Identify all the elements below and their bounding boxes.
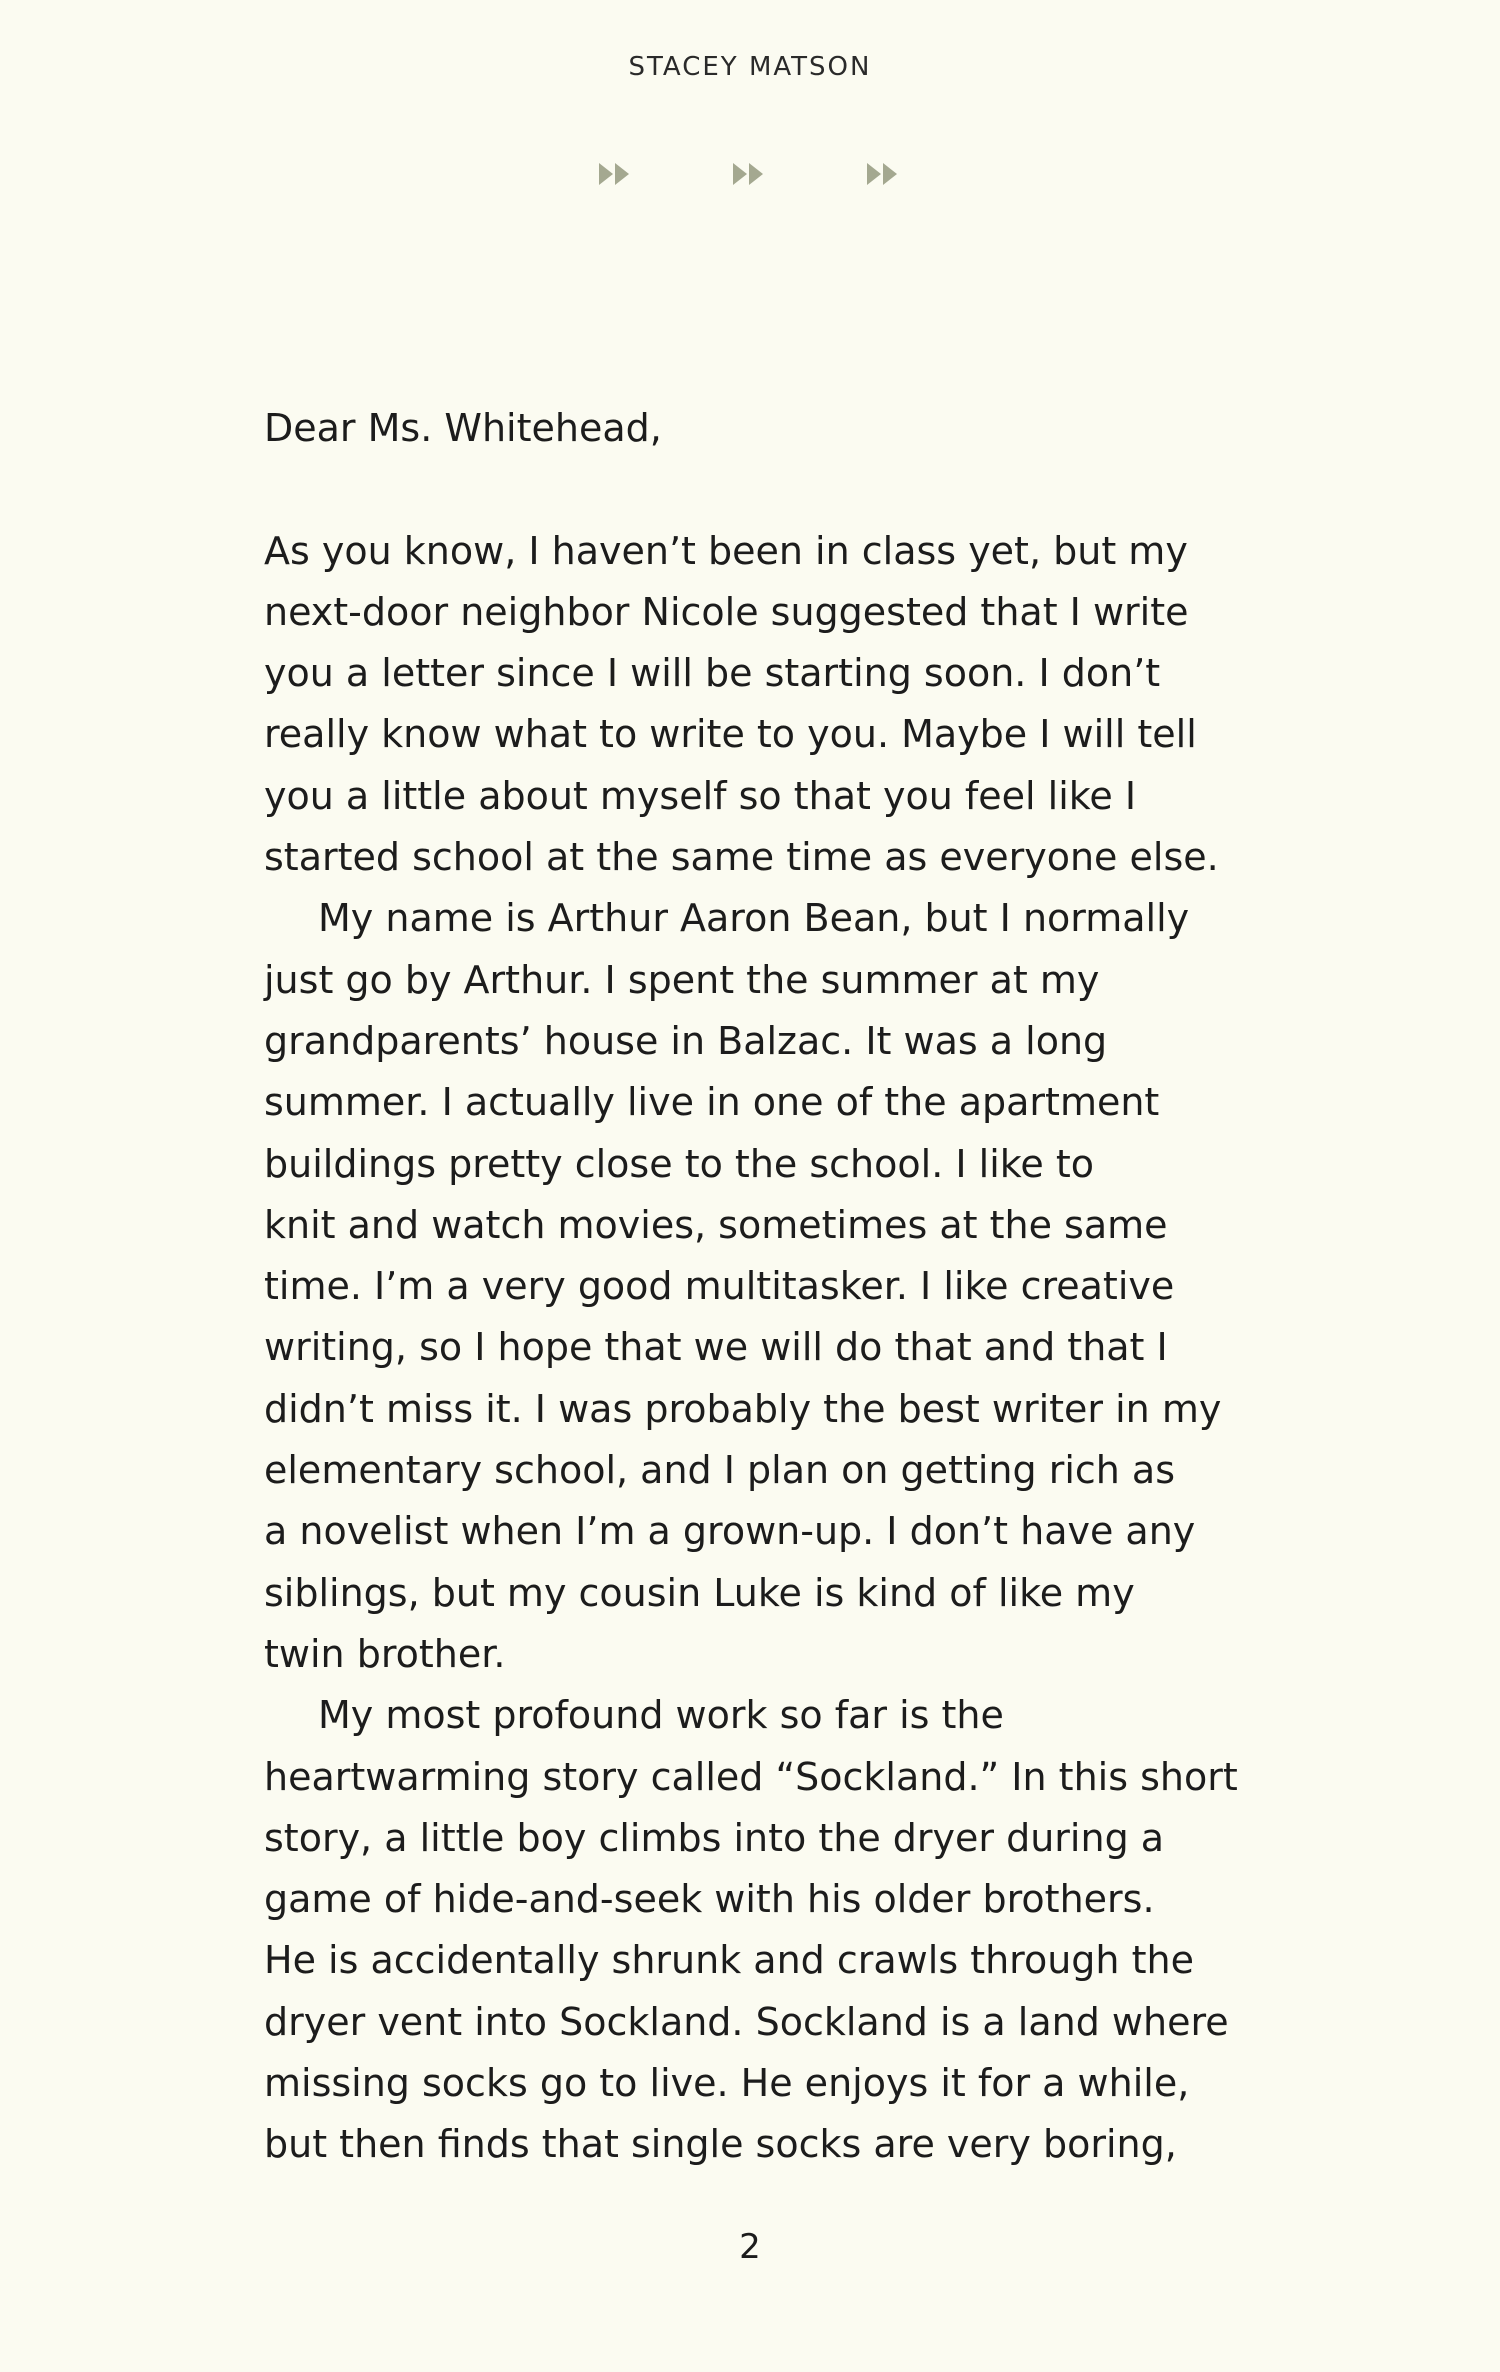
text-line: really know what to write to you. Maybe I will tell	[264, 712, 1197, 757]
salutation: Dear Ms. Whitehead,	[264, 406, 662, 450]
letter-body	[264, 398, 1274, 2176]
text-line: dryer vent into Sockland. Sockland is a land where	[264, 1999, 1229, 2044]
text-line: but then finds that single socks are very boring,	[264, 2122, 1177, 2167]
page-number: 2	[739, 2227, 761, 2267]
text-line: you a letter since I will be starting soon. I don’t	[264, 651, 1161, 696]
text-line: a novelist when I’m a grown-up. I don’t have any	[264, 1509, 1196, 1554]
text-line: elementary school, and I plan on getting rich as	[264, 1448, 1176, 1493]
letter-paragraphs	[264, 521, 1274, 2176]
text-line: twin brother.	[264, 1631, 506, 1676]
text-line: summer. I actually live in one of the apartment	[264, 1080, 1160, 1125]
text-line: next-door neighbor Nicole suggested that I write	[264, 589, 1189, 634]
text-line: you a little about myself so that you feel like I	[264, 773, 1137, 818]
text-line: heartwarming story called “Sockland.” In this short	[264, 1754, 1238, 1799]
text-line: As you know, I haven’t been in class yet, but my	[264, 528, 1188, 573]
blank-line	[264, 459, 1274, 520]
text-line: grandparents’ house in Balzac. It was a long	[264, 1018, 1108, 1063]
text-line: story, a little boy climbs into the dryer during a	[264, 1815, 1165, 1860]
text-line: just go by Arthur. I spent the summer at my	[264, 957, 1100, 1002]
text-line: started school at the same time as everyone else.	[264, 835, 1219, 880]
text-line: didn’t miss it. I was probably the best writer in my	[264, 1386, 1222, 1431]
text-line: He is accidentally shrunk and crawls through the	[264, 1938, 1194, 1983]
text-line: time. I’m a very good multitasker. I like creative	[264, 1264, 1175, 1309]
section-break-ornaments	[0, 160, 1500, 188]
text-line: siblings, but my cousin Luke is kind of like my	[264, 1570, 1135, 1615]
text-line: knit and watch movies, sometimes at the same	[264, 1202, 1168, 1247]
text-line: buildings pretty close to the school. I like to	[264, 1141, 1095, 1186]
double-arrow-right-icon	[731, 160, 769, 188]
text-line: missing socks go to live. He enjoys it for a while,	[264, 2061, 1190, 2106]
double-arrow-right-icon	[865, 160, 903, 188]
text-line: My most profound work so far is the	[318, 1693, 1004, 1738]
double-arrow-right-icon	[597, 160, 635, 188]
text-line: writing, so I hope that we will do that and that I	[264, 1325, 1168, 1370]
running-head: STACEY MATSON	[628, 52, 872, 82]
text-line: game of hide-and-seek with his older brothers.	[264, 1877, 1155, 1922]
text-line: My name is Arthur Aaron Bean, but I normally	[318, 896, 1190, 941]
